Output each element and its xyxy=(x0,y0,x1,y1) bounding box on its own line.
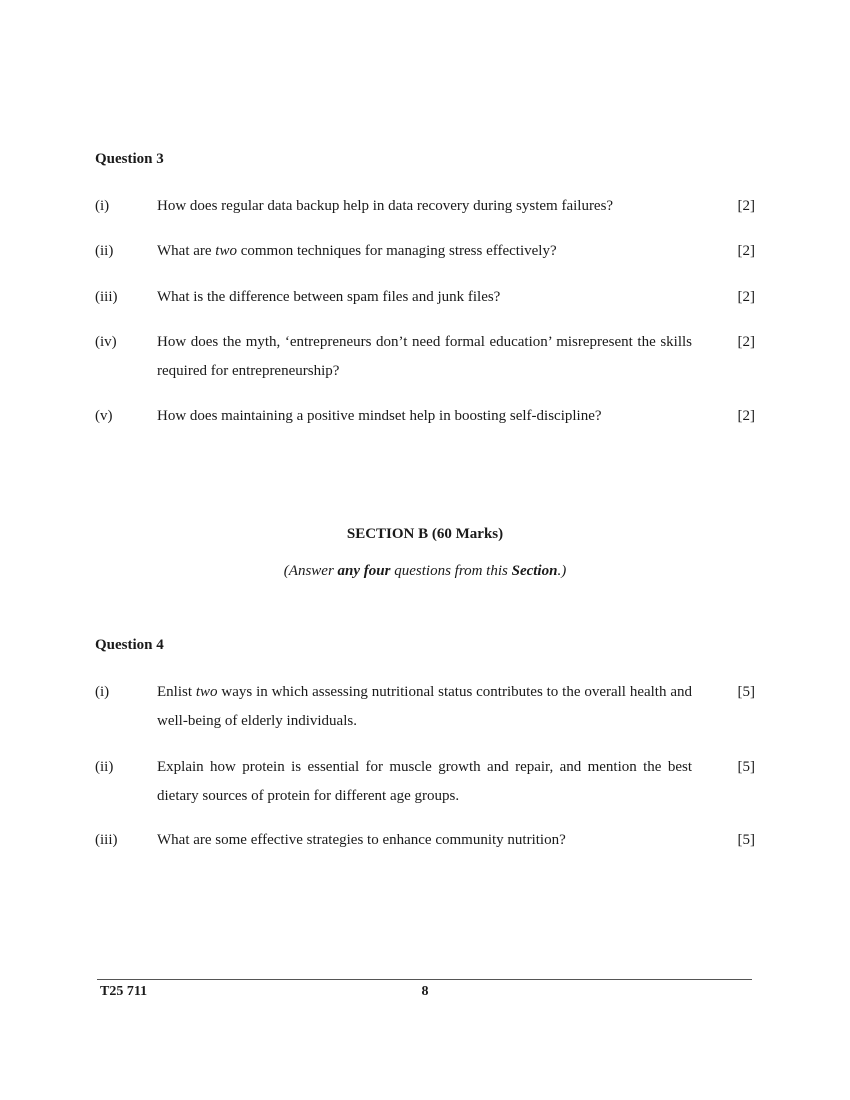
item-text: What is the difference between spam files and junk files? xyxy=(157,289,501,305)
paper-code: T25 711 xyxy=(100,984,148,999)
section-b-instructions: (Answer any four questions from this Section.) xyxy=(283,563,567,579)
item-marks: [2] xyxy=(737,243,755,259)
item-text: What are two common techniques for managing stress effectively? xyxy=(157,243,557,259)
item-number: (i) xyxy=(95,198,110,214)
item-number: (iv) xyxy=(95,334,117,350)
footer-divider xyxy=(97,979,752,980)
question-4-heading: Question 4 xyxy=(95,637,164,653)
item-text: What are some effective strategies to enhance community nutrition? xyxy=(157,832,566,848)
item-text: How does the myth, ‘entrepreneurs don’t need formal education’ misrepresent the skills required for entrepreneurship? xyxy=(157,334,692,379)
item-number: (ii) xyxy=(95,759,114,775)
item-text: How does maintaining a positive mindset help in boosting self-discipline? xyxy=(157,408,602,424)
item-text: Enlist two ways in which assessing nutritional status contributes to the overall health and well-being of elderly individuals. xyxy=(157,684,692,729)
item-number: (iii) xyxy=(95,289,118,305)
item-marks: [2] xyxy=(737,408,755,424)
item-marks: [2] xyxy=(737,334,755,350)
item-marks: [5] xyxy=(737,832,755,848)
item-number: (iii) xyxy=(95,832,118,848)
page-number: 8 xyxy=(421,984,429,999)
item-number: (v) xyxy=(95,408,113,424)
item-marks: [2] xyxy=(737,198,755,214)
item-number: (ii) xyxy=(95,243,114,259)
item-marks: [2] xyxy=(737,289,755,305)
item-text: How does regular data backup help in data recovery during system failures? xyxy=(157,198,614,214)
item-marks: [5] xyxy=(737,759,755,775)
item-number: (i) xyxy=(95,684,110,700)
question-3-heading: Question 3 xyxy=(95,151,164,167)
item-text: Explain how protein is essential for muscle growth and repair, and mention the best dietary sources of protein for different age groups. xyxy=(157,759,692,804)
section-b-title: SECTION B (60 Marks) xyxy=(346,526,504,542)
item-marks: [5] xyxy=(737,684,755,700)
